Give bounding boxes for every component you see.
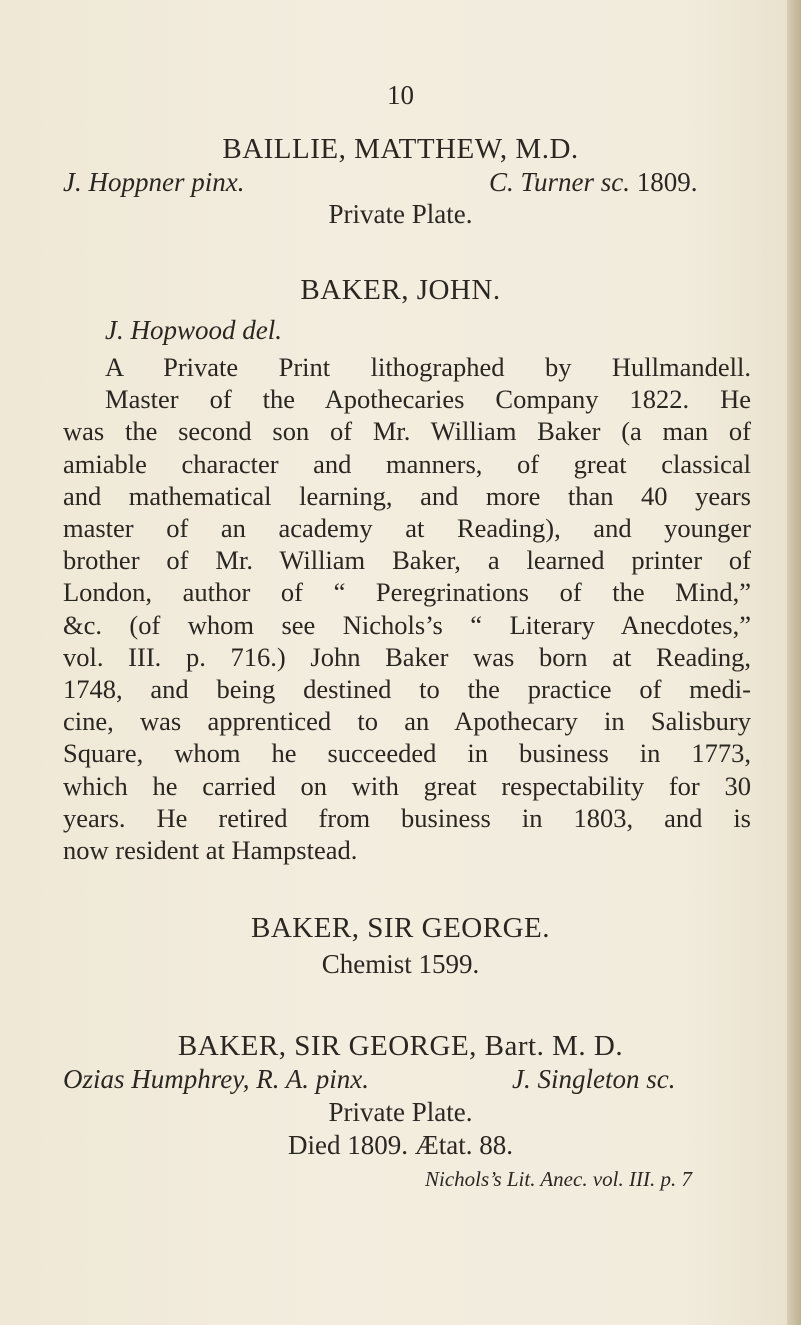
body-line: 1748, and being destined to the practice of medi- [63,674,751,705]
body-line: master of an academy at Reading), and younger [63,513,751,544]
entry-credit-baker-john: J. Hopwood del. [105,315,282,345]
engraving-credit-engraver: J. Singleton sc. [512,1064,676,1094]
body-line: vol. III. p. 716.) John Baker was born at Reading, [63,641,751,672]
engraving-credit-engraver [489,166,698,198]
engraving-credit-painter: Ozias Humphrey, R. A. pinx. [63,1064,369,1094]
body-line: cine, was apprenticed to an Apothecary in Salisbury [63,706,751,737]
entry-heading-baillie: BAILLIE, MATTHEW, M.D. [222,133,579,165]
entry-reference-baker-sir-george-bart: Nichols’s Lit. Anec. vol. III. p. 7 [425,1167,692,1191]
body-line: Square, whom he succeeded in business in 1773, [63,738,751,769]
body-line: &c. (of whom see Nichols’s “ Literary Anecdotes,” [63,609,751,640]
engraver-name: C. Turner sc. [489,167,631,197]
body-line: now resident at Hampstead. [63,835,358,866]
body-line: and mathematical learning, and more than 40 years [63,480,751,511]
engraving-credit-painter: J. Hoppner pinx. [63,167,245,197]
body-line: was the second son of Mr. William Baker (a man of [63,416,751,447]
page-number: 10 [387,80,414,110]
body-line: London, author of “ Peregrinations of the Mind,” [63,577,751,608]
entry-heading-baker-sir-george: BAKER, SIR GEORGE. [250,912,550,944]
engraving-year: 1809. [636,167,698,197]
entry-died-baker-sir-george-bart: Died 1809. Ætat. 88. [288,1130,513,1160]
body-line: which he carried on with great respectability for 30 [63,770,751,801]
body-line: years. He retired from business in 1803, and is [63,802,751,833]
entry-heading-baker-sir-george-bart: BAKER, SIR GEORGE, Bart. M. D. [177,1030,624,1062]
entry-note-baillie: Private Plate. [328,199,473,229]
entry-note-baker-sir-george-bart: Private Plate. [328,1097,473,1127]
body-line: Master of the Apothecaries Company 1822. He [105,384,751,415]
body-line: amiable character and manners, of great classical [63,448,751,479]
body-line: brother of Mr. William Baker, a learned printer of [63,545,751,576]
body-line: A Private Print lithographed by Hullmandell. [105,352,751,382]
entry-note-baker-sir-george: Chemist 1599. [321,949,480,979]
entry-heading-baker-john: BAKER, JOHN. [300,274,501,306]
entry-body-baker-john [63,351,751,866]
